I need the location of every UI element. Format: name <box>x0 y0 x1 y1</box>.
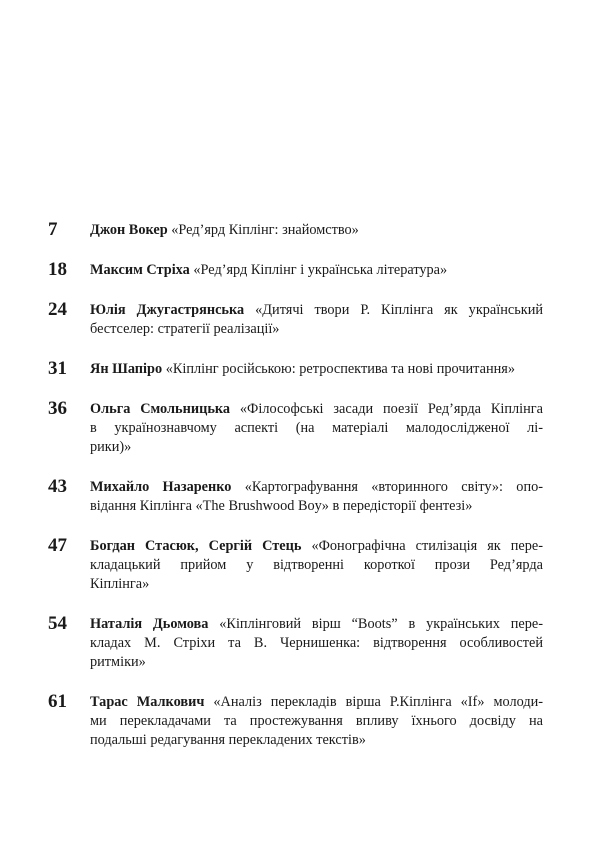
page-number: 18 <box>48 259 67 280</box>
entry-line <box>90 301 543 320</box>
entry-author: Михайло Назаренко <box>90 479 232 495</box>
entry-line <box>90 221 543 240</box>
toc-entry[interactable] <box>48 219 543 240</box>
table-of-contents <box>48 219 543 769</box>
page-number: 36 <box>48 398 67 419</box>
entry-line: Кіплінга» <box>90 576 150 592</box>
entry-line <box>90 693 543 712</box>
entry-text <box>90 476 543 516</box>
entry-author: Джон Вокер <box>90 222 168 238</box>
entry-author: Юлія Джугастрянська <box>90 302 245 318</box>
entry-line <box>90 261 543 280</box>
page-number: 31 <box>48 358 67 379</box>
entry-title: «Ред’ярд Кіплінг: знайомство» <box>171 222 359 238</box>
entry-line: відання Кіплінга «The Brushwood Boy» в передісторії фентезі» <box>90 498 473 514</box>
entry-line: бестселер: стратегії реалізації» <box>90 321 280 337</box>
entry-line <box>90 360 543 379</box>
entry-line: кладах М. Стріхи та В. Чернишенка: відтворення особливостей <box>90 635 543 651</box>
page-number: 61 <box>48 691 67 712</box>
entry-line: в українознавчому аспекті (на матеріалі малодослідженої лі- <box>90 420 543 436</box>
entry-line: подальші редагування перекладених текстів» <box>90 732 366 748</box>
page-number: 24 <box>48 299 67 320</box>
entry-text <box>90 358 543 379</box>
entry-title: «Кіплінговий вірш “Boots” в українських пере- <box>219 616 543 632</box>
toc-entry[interactable] <box>48 259 543 280</box>
entry-text <box>90 219 543 240</box>
entry-text <box>90 535 543 594</box>
page-number: 54 <box>48 613 67 634</box>
entry-line: кладацький прийом у відтворенні короткої прози Ред’ярда <box>90 557 543 573</box>
entry-line: рики)» <box>90 439 132 455</box>
entry-author: Максим Стріха <box>90 262 190 278</box>
entry-line <box>90 400 543 419</box>
entry-author: Ян Шапіро <box>90 361 163 377</box>
entry-text <box>90 299 543 339</box>
toc-entry[interactable] <box>48 691 543 750</box>
entry-text <box>90 613 543 672</box>
page-number: 47 <box>48 535 67 556</box>
toc-entry[interactable] <box>48 535 543 594</box>
entry-title: «Філософські засади поезії Ред’ярда Кіплінга <box>239 401 543 417</box>
entry-title: «Фонографічна стилізація як пере- <box>311 538 543 554</box>
entry-title: «Дитячі твори Р. Кіплінга як український <box>255 302 543 318</box>
entry-title: «Картографування «вторинного світу»: опо- <box>244 479 544 495</box>
entry-text <box>90 398 543 457</box>
toc-entry[interactable] <box>48 358 543 379</box>
entry-line <box>90 615 543 634</box>
entry-author: Ольга Смольницька <box>90 401 231 417</box>
toc-entry[interactable] <box>48 299 543 339</box>
page-number: 7 <box>48 219 58 240</box>
entry-text <box>90 259 543 280</box>
entry-line <box>90 478 543 497</box>
entry-author: Наталія Дьомова <box>90 616 209 632</box>
page-number: 43 <box>48 476 67 497</box>
toc-entry[interactable] <box>48 613 543 672</box>
entry-line: ритміки» <box>90 654 146 670</box>
entry-author: Богдан Стасюк, Сергій Стець <box>90 538 302 554</box>
entry-text <box>90 691 543 750</box>
entry-title: «Кіплінг російською: ретроспектива та нові прочитання» <box>165 361 515 377</box>
toc-entry[interactable] <box>48 476 543 516</box>
entry-line: ми перекладачами та простежування впливу їхнього досвіду на <box>90 713 543 729</box>
entry-line <box>90 537 543 556</box>
toc-entry[interactable] <box>48 398 543 457</box>
entry-title: «Аналіз перекладів вірша Р.Кіплінга «If» молоди- <box>213 694 544 710</box>
entry-author: Тарас Малкович <box>90 694 205 710</box>
entry-title: «Ред’ярд Кіплінг і українська література» <box>193 262 448 278</box>
